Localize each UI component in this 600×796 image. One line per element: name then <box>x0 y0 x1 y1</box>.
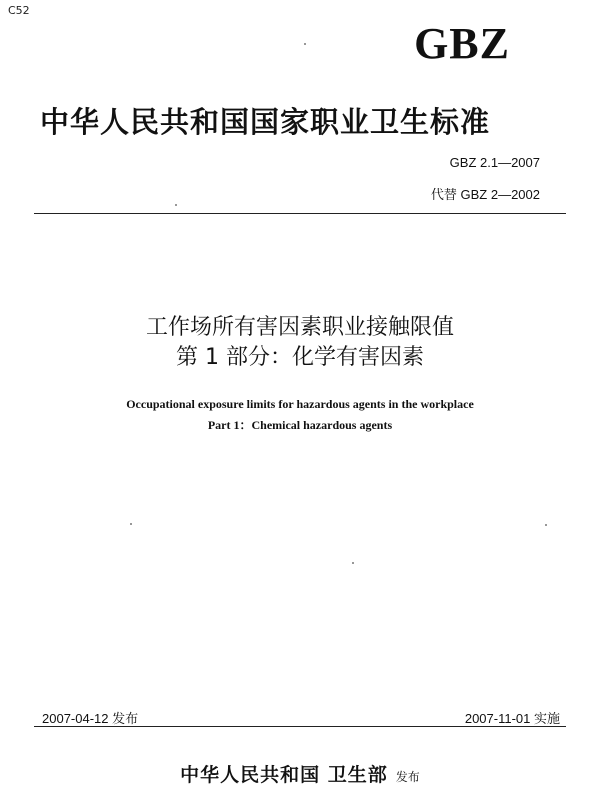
implementation-date: 2007-11-01 实施 <box>464 711 560 726</box>
scan-speck <box>304 43 306 45</box>
issuer-line <box>0 760 600 787</box>
replaced-standard: 代替 GBZ 2—2002 <box>430 187 540 202</box>
document-title-cn-line1: 工作场所有害因素职业接触限值 <box>145 315 454 340</box>
standard-organization-title: 中华人民共和国国家职业卫生标准 <box>40 105 491 139</box>
document-title-en-line1: Occupational exposure limits for hazardous agents in the workplace <box>126 397 474 411</box>
issuer-name: 中华人民共和国 卫生部 <box>180 764 388 786</box>
scan-speck <box>352 562 354 564</box>
gbz-logo: GBZ <box>414 19 510 68</box>
scan-speck <box>175 204 177 206</box>
issue-date: 2007-04-12 发布 <box>42 711 139 726</box>
scan-speck <box>130 523 132 525</box>
footer-divider <box>34 726 566 727</box>
scan-speck <box>545 524 547 526</box>
issuer-suffix: 发布 <box>395 770 420 784</box>
ccs-classification-code: C52 <box>8 4 30 17</box>
standard-number: GBZ 2.1—2007 <box>449 155 540 170</box>
header-divider <box>34 213 566 214</box>
document-title-en-line2: Part 1：Chemical hazardous agents <box>207 418 393 432</box>
document-title-cn-line2: 第 1 部分：化学有害因素 <box>176 345 424 370</box>
